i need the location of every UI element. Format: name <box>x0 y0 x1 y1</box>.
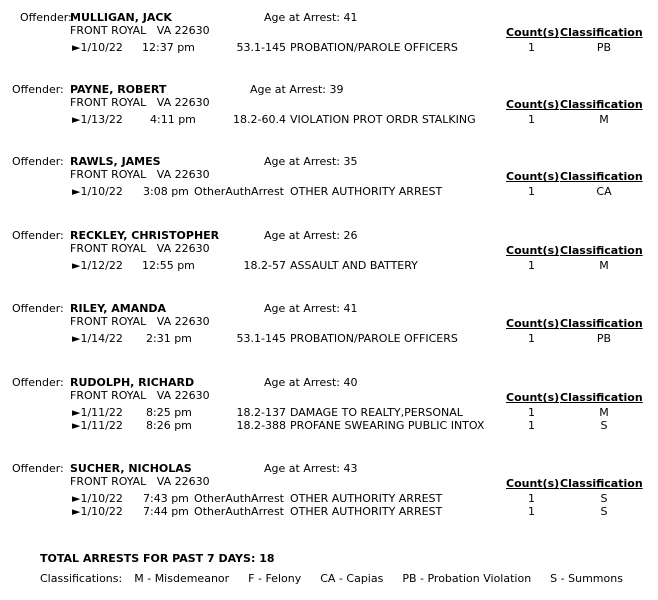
age-at-arrest <box>264 462 357 475</box>
charge-time: 8:26 pm <box>146 419 192 432</box>
charge-time: 8:25 pm <box>146 406 192 419</box>
offender-zip: 22630 <box>174 475 210 488</box>
age-value: 41 <box>343 11 358 24</box>
age-value: 26 <box>343 229 358 242</box>
offender-address <box>70 242 210 255</box>
offender-block <box>0 302 658 366</box>
charge-date: ►1/10/22 <box>72 492 123 505</box>
count-header: Count(s) <box>506 244 560 257</box>
offender-state: VA <box>156 168 172 181</box>
charge-code: 18.2-137 <box>236 406 286 419</box>
arrow-icon: ► <box>72 332 81 345</box>
charge-date: ►1/10/22 <box>72 41 123 54</box>
legend-item: PB - Probation Violation <box>402 572 532 585</box>
charge-classification: S <box>600 492 608 505</box>
offender-address <box>70 168 210 181</box>
offender-address <box>70 315 210 328</box>
offender-label: Offender: <box>12 229 64 242</box>
charge-classification: CA <box>596 185 612 198</box>
charge-description: VIOLATION PROT ORDR STALKING <box>290 113 476 126</box>
charge-code: OtherAuthArrest <box>194 505 284 518</box>
age-label: Age at Arrest: <box>264 376 340 389</box>
offender-address <box>70 475 210 488</box>
offender-state: VA <box>156 242 172 255</box>
offender-zip: 22630 <box>174 96 210 109</box>
arrow-icon: ► <box>72 113 81 126</box>
classification-header: Classification <box>560 98 643 111</box>
charge-description: PROFANE SWEARING PUBLIC INTOX <box>290 419 485 432</box>
charge-row <box>0 419 658 432</box>
charge-classification: PB <box>596 332 612 345</box>
offender-name: RECKLEY, CHRISTOPHER <box>70 229 220 242</box>
total-label: TOTAL ARRESTS FOR PAST 7 DAYS: <box>40 552 256 565</box>
offender-state: VA <box>156 475 172 488</box>
charge-classification: M <box>599 406 609 419</box>
classification-header: Classification <box>560 391 643 404</box>
offender-zip: 22630 <box>174 389 210 402</box>
offender-state: VA <box>156 96 172 109</box>
age-at-arrest <box>264 11 357 24</box>
charge-count: 1 <box>528 505 535 518</box>
offender-name: PAYNE, ROBERT <box>70 83 167 96</box>
charge-time: 12:37 pm <box>142 41 195 54</box>
offender-city: FRONT ROYAL <box>70 96 147 109</box>
age-value: 39 <box>329 83 344 96</box>
offender-name: SUCHER, NICHOLAS <box>70 462 192 475</box>
charge-code: 53.1-145 <box>236 41 286 54</box>
charge-row <box>0 41 658 54</box>
age-at-arrest <box>264 229 357 242</box>
charge-classification: S <box>600 505 608 518</box>
charge-row <box>0 492 658 505</box>
arrow-icon: ► <box>72 505 81 518</box>
arrow-icon: ► <box>72 406 81 419</box>
count-header: Count(s) <box>506 477 560 490</box>
count-header: Count(s) <box>506 317 560 330</box>
arrow-icon: ► <box>72 41 81 54</box>
legend-item: M - Misdemeanor <box>134 572 230 585</box>
charge-code: OtherAuthArrest <box>194 492 284 505</box>
count-header: Count(s) <box>506 391 560 404</box>
classification-header: Classification <box>560 170 643 183</box>
charge-count: 1 <box>528 332 535 345</box>
charge-description: OTHER AUTHORITY ARREST <box>290 185 443 198</box>
charge-code: 18.2-60.4 <box>233 113 286 126</box>
offender-block <box>0 376 658 440</box>
offender-block <box>0 83 658 147</box>
offender-block <box>0 155 658 219</box>
charge-time: 12:55 pm <box>142 259 195 272</box>
arrow-icon: ► <box>72 492 81 505</box>
charge-count: 1 <box>528 41 535 54</box>
charge-description: OTHER AUTHORITY ARREST <box>290 492 443 505</box>
legend-item: CA - Capias <box>320 572 384 585</box>
arrow-icon: ► <box>72 259 81 272</box>
classification-legend <box>40 572 623 585</box>
charge-description: PROBATION/PAROLE OFFICERS <box>290 332 458 345</box>
age-label: Age at Arrest: <box>250 83 326 96</box>
charge-code: 53.1-145 <box>236 332 286 345</box>
offender-name: RAWLS, JAMES <box>70 155 161 168</box>
charge-classification: M <box>599 259 609 272</box>
offender-city: FRONT ROYAL <box>70 315 147 328</box>
age-label: Age at Arrest: <box>264 462 340 475</box>
offender-city: FRONT ROYAL <box>70 24 147 37</box>
charge-time: 4:11 pm <box>150 113 196 126</box>
charge-row <box>0 185 658 198</box>
charge-time: 7:43 pm <box>143 492 189 505</box>
charge-count: 1 <box>528 419 535 432</box>
charge-classification: M <box>599 113 609 126</box>
charge-count: 1 <box>528 406 535 419</box>
offender-name: RUDOLPH, RICHARD <box>70 376 195 389</box>
charge-count: 1 <box>528 259 535 272</box>
charge-description: PROBATION/PAROLE OFFICERS <box>290 41 458 54</box>
age-at-arrest <box>264 376 357 389</box>
offender-label: Offender: <box>12 155 64 168</box>
total-value: 18 <box>259 552 275 565</box>
age-value: 41 <box>343 302 358 315</box>
charge-classification: PB <box>596 41 612 54</box>
age-at-arrest <box>264 155 357 168</box>
charge-classification: S <box>600 419 608 432</box>
offender-zip: 22630 <box>174 315 210 328</box>
offender-city: FRONT ROYAL <box>70 475 147 488</box>
offender-block <box>0 11 658 75</box>
offender-address <box>70 24 210 37</box>
offender-city: FRONT ROYAL <box>70 242 147 255</box>
charge-date: ►1/11/22 <box>72 419 123 432</box>
age-label: Age at Arrest: <box>264 302 340 315</box>
legend-label: Classifications: <box>40 572 123 585</box>
age-label: Age at Arrest: <box>264 155 340 168</box>
legend-item: S - Summons <box>550 572 623 585</box>
charge-date: ►1/14/22 <box>72 332 123 345</box>
charge-count: 1 <box>528 113 535 126</box>
offender-city: FRONT ROYAL <box>70 168 147 181</box>
charge-date: ►1/10/22 <box>72 185 123 198</box>
charge-date: ►1/12/22 <box>72 259 123 272</box>
classification-header: Classification <box>560 26 643 39</box>
offender-city: FRONT ROYAL <box>70 389 147 402</box>
charge-count: 1 <box>528 185 535 198</box>
offender-name: MULLIGAN, JACK <box>70 11 172 24</box>
offender-state: VA <box>156 315 172 328</box>
age-label: Age at Arrest: <box>264 11 340 24</box>
charge-time: 3:08 pm <box>143 185 189 198</box>
charge-date: ►1/10/22 <box>72 505 123 518</box>
total-arrests <box>40 552 275 565</box>
offender-label: Offender: <box>12 376 64 389</box>
charge-code: 18.2-57 <box>243 259 286 272</box>
classification-header: Classification <box>560 317 643 330</box>
age-label: Age at Arrest: <box>264 229 340 242</box>
offender-label: Offender: <box>12 462 64 475</box>
charge-row <box>0 332 658 345</box>
classification-header: Classification <box>560 477 643 490</box>
offender-label: Offender: <box>12 302 64 315</box>
offender-state: VA <box>156 24 172 37</box>
charge-description: DAMAGE TO REALTY,PERSONAL <box>290 406 463 419</box>
offender-zip: 22630 <box>174 24 210 37</box>
offender-name: RILEY, AMANDA <box>70 302 167 315</box>
age-value: 35 <box>343 155 358 168</box>
charge-row <box>0 505 658 518</box>
charge-count: 1 <box>528 492 535 505</box>
charge-row <box>0 259 658 272</box>
count-header: Count(s) <box>506 170 560 183</box>
charge-row <box>0 113 658 126</box>
age-at-arrest <box>264 302 357 315</box>
arrow-icon: ► <box>72 185 81 198</box>
offender-block <box>0 229 658 293</box>
charge-code: OtherAuthArrest <box>194 185 284 198</box>
charge-date: ►1/11/22 <box>72 406 123 419</box>
offender-zip: 22630 <box>174 242 210 255</box>
charge-time: 7:44 pm <box>143 505 189 518</box>
legend-item: F - Felony <box>248 572 302 585</box>
offender-state: VA <box>156 389 172 402</box>
count-header: Count(s) <box>506 26 560 39</box>
offender-label: Offender: <box>12 83 64 96</box>
age-value: 43 <box>343 462 358 475</box>
offender-address <box>70 96 210 109</box>
charge-row <box>0 406 658 419</box>
charge-code: 18.2-388 <box>236 419 286 432</box>
offender-address <box>70 389 210 402</box>
age-value: 40 <box>343 376 358 389</box>
offender-zip: 22630 <box>174 168 210 181</box>
age-at-arrest <box>250 83 343 96</box>
charge-time: 2:31 pm <box>146 332 192 345</box>
count-header: Count(s) <box>506 98 560 111</box>
offender-block <box>0 462 658 526</box>
charge-date: ►1/13/22 <box>72 113 123 126</box>
charge-description: OTHER AUTHORITY ARREST <box>290 505 443 518</box>
offender-label: Offender: <box>20 11 72 24</box>
charge-description: ASSAULT AND BATTERY <box>290 259 418 272</box>
classification-header: Classification <box>560 244 643 257</box>
arrow-icon: ► <box>72 419 81 432</box>
